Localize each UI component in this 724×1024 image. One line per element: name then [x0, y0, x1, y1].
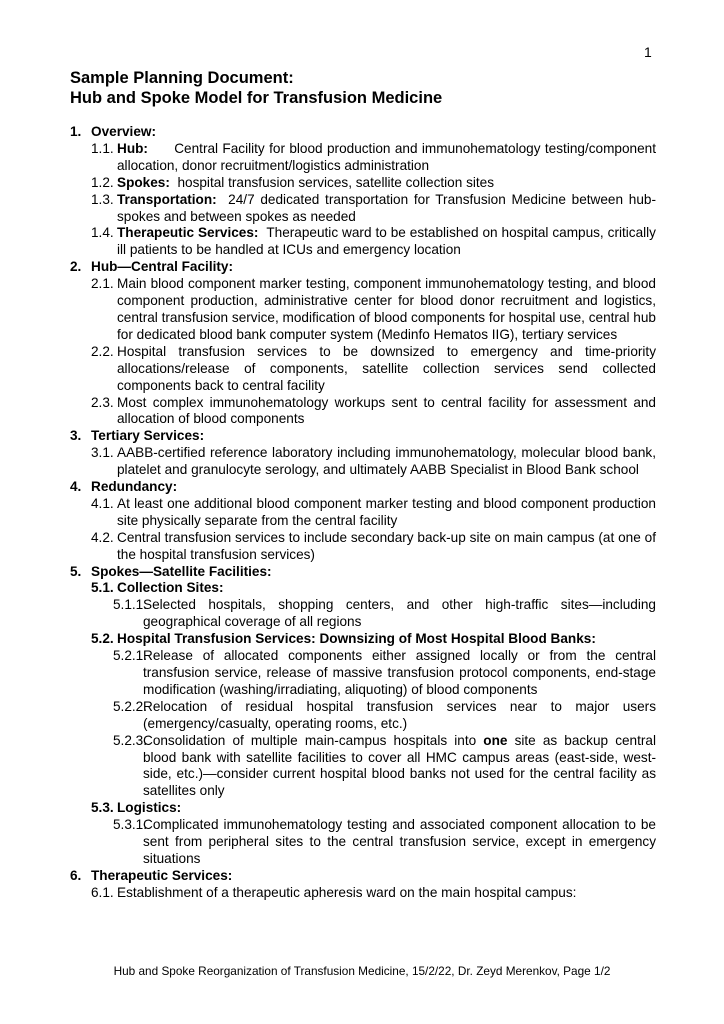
- item-label: Therapeutic Services:: [117, 225, 259, 241]
- item-body: Central Facility for blood production and immunohematology testing/component allocation, donor recruitment/logistics administration: [117, 140, 656, 173]
- list-item: [70, 733, 656, 801]
- item-number: 5.1.1.: [113, 597, 148, 613]
- section-number: 2.: [70, 259, 82, 275]
- item-text: [117, 175, 656, 192]
- list-item: [70, 141, 656, 175]
- item-number: 3.1.: [91, 445, 114, 461]
- item-number: 1.3.: [91, 191, 114, 207]
- title-line-1: Sample Planning Document:: [70, 69, 294, 87]
- list-item: [70, 192, 656, 226]
- item-text: Establishment of a therapeutic apheresis ward on the main hospital campus:: [117, 884, 577, 900]
- subsection-heading: [70, 800, 656, 817]
- item-text: Main blood component marker testing, component immunohematology testing, and blood component production, administrative center for blood donor recruitment and logistics, central transfusion service, modification of blood components for hospital use, central hub for dedicated blood bank computer system (Medinfo Hematos IIG), tertiary services: [117, 276, 656, 342]
- item-text: [143, 733, 656, 801]
- item-number: 6.1.: [91, 884, 114, 900]
- item-number: 4.2.: [91, 529, 114, 545]
- subsection-number: 5.1.: [91, 580, 114, 596]
- item-text: Relocation of residual hospital transfusion services near to major users (emergency/casualty, operating rooms, etc.): [143, 698, 656, 731]
- subsection-number: 5.2.: [91, 631, 114, 647]
- item-number: 5.2.3.: [113, 732, 148, 748]
- page-number: 1: [644, 44, 652, 60]
- item-text: Most complex immunohematology workups sent to central facility for assessment and allocation of blood components: [117, 394, 656, 427]
- item-text: Complicated immunohematology testing and associated component allocation to be sent from peripheral sites to the central transfusion service, except in emergency situations: [143, 817, 656, 866]
- item-text: AABB-certified reference laboratory including immunohematology, molecular blood bank, platelet and granulocyte serology, and ultimately AABB Specialist in Blood Bank school: [117, 445, 656, 478]
- list-item: [70, 395, 656, 429]
- document-title: [70, 68, 442, 108]
- list-item: [70, 496, 656, 530]
- list-item: [70, 276, 656, 344]
- item-text: Hospital transfusion services to be downsized to emergency and time-priority allocations/release of components, satellite collection services send collected components back to central facility: [117, 343, 656, 393]
- section-number: 4.: [70, 479, 82, 495]
- section-heading: [70, 564, 656, 581]
- title-line-2: Hub and Spoke Model for Transfusion Medicine: [70, 89, 443, 107]
- item-text: Central transfusion services to include secondary back-up site on main campus (at one of the hospital transfusion services): [117, 529, 656, 562]
- item-text: At least one additional blood component marker testing and blood component production site physically separate from the central facility: [117, 495, 656, 528]
- item-number: 5.2.1.: [113, 648, 148, 664]
- list-item: [70, 445, 656, 479]
- item-body: site as backup central blood bank with satellite facilities to cover all HMC campus areas (east-side, west-side, etc.)—consider current hospital blood banks not used for the central facility as satellites only: [143, 732, 656, 799]
- section-title: Therapeutic Services:: [91, 867, 233, 883]
- list-item: [70, 225, 656, 259]
- list-item: [70, 530, 656, 564]
- section-number: 1.: [70, 124, 82, 139]
- item-number: 4.1.: [91, 495, 114, 511]
- section-number: 6.: [70, 867, 82, 883]
- section-heading: [70, 428, 656, 445]
- item-number: 2.1.: [91, 276, 114, 292]
- item-number: 1.4.: [91, 225, 114, 241]
- item-label: Transportation:: [117, 191, 217, 207]
- item-body: Consolidation of multiple main-campus hospitals into: [143, 732, 484, 748]
- subsection-heading: [70, 580, 656, 597]
- subsection-title: Collection Sites:: [117, 580, 224, 596]
- subsection-title: Logistics:: [117, 800, 182, 816]
- item-body: hospital transfusion services, satellite collection sites: [177, 174, 495, 190]
- list-item: [70, 597, 656, 631]
- section-title: Tertiary Services:: [91, 428, 205, 444]
- section-heading: [70, 479, 656, 496]
- item-number: 5.2.2.: [113, 698, 148, 714]
- section-heading: [70, 868, 656, 885]
- subsection-number: 5.3.: [91, 800, 114, 816]
- subsection-title: Hospital Transfusion Services: Downsizing of Most Hospital Blood Banks:: [117, 631, 596, 647]
- item-label: Spokes:: [117, 174, 170, 190]
- section-number: 5.: [70, 563, 82, 579]
- item-number: 1.1.: [91, 140, 114, 156]
- item-number: 5.3.1.: [113, 817, 148, 833]
- item-body: Therapeutic ward to be established on hospital campus, critically ill patients to be handled at ICUs and emergency location: [117, 225, 656, 258]
- item-text: [117, 225, 656, 259]
- emphasis: one: [483, 732, 508, 748]
- list-item: [70, 344, 656, 395]
- item-number: 2.2.: [91, 343, 114, 359]
- item-text: Release of allocated components either assigned locally or from the central transfusion service, release of massive transfusion protocol components, end-stage modification (washing/irradiating, aliquoting) of blood components: [143, 648, 656, 697]
- section-title: Spokes—Satellite Facilities:: [91, 563, 272, 579]
- list-item: [70, 175, 656, 192]
- item-text: [117, 141, 656, 175]
- document-body: [70, 124, 656, 902]
- list-item: [70, 817, 656, 868]
- section-heading: [70, 124, 656, 141]
- item-number: 1.2.: [91, 174, 114, 190]
- section-number: 3.: [70, 428, 82, 444]
- list-item: [70, 699, 656, 733]
- section-title: Redundancy:: [91, 479, 178, 495]
- item-number: 2.3.: [91, 394, 114, 410]
- section-title: Hub—Central Facility:: [91, 259, 233, 275]
- section-heading: [70, 259, 656, 276]
- item-label: Hub:: [117, 140, 148, 156]
- item-text: [117, 192, 656, 226]
- subsection-heading: [70, 631, 656, 648]
- item-text: Selected hospitals, shopping centers, and other high-traffic sites—including geographical coverage of all regions: [143, 597, 656, 630]
- section-title: Overview:: [91, 124, 156, 139]
- list-item: [70, 885, 656, 902]
- item-body: 24/7 dedicated transportation for Transfusion Medicine between hub-spokes and between spokes as needed: [117, 191, 656, 224]
- page-footer: Hub and Spoke Reorganization of Transfusion Medicine, 15/2/22, Dr. Zeyd Merenkov, Page 1/2: [113, 964, 611, 978]
- list-item: [70, 648, 656, 699]
